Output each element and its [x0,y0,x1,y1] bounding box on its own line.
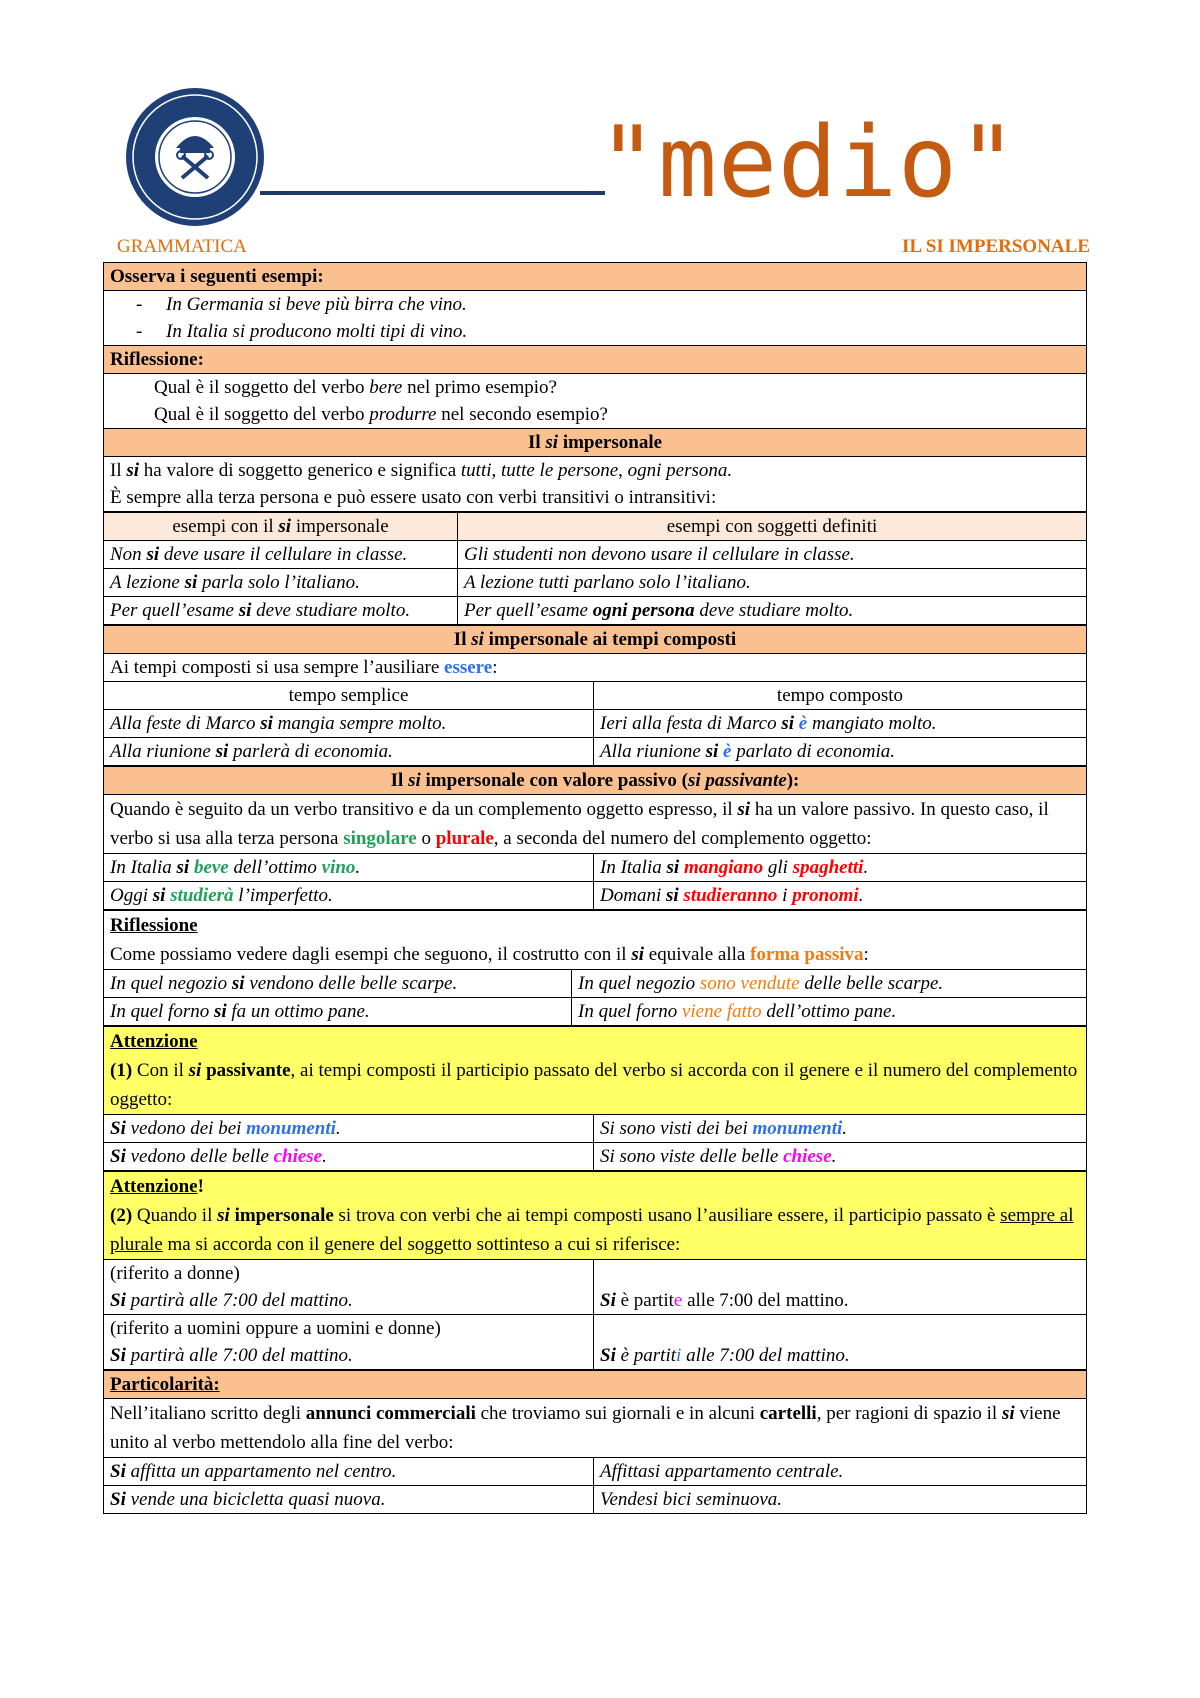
table-cell: In Italia si mangiano gli spaghetti. [594,854,1087,882]
table-cell: In quel forno si fa un ottimo pane. [104,998,572,1026]
table-cell: In quel negozio sono vendute delle belle scarpe. [572,970,1087,998]
explanation-text: Nell’italiano scritto degli annunci commerciali che troviamo sui giornali e in alcuni cartelli, per ragioni di spazio il si viene unito al verbo mettendolo alla fine del verbo: [104,1399,1087,1458]
compound-tenses-table [103,625,1087,766]
table-cell: Gli studenti non devono usare il cellulare in classe. [458,541,1087,569]
passive-form-table [103,910,1087,1026]
table-cell: Ieri alla festa di Marco si è mangiato molto. [594,710,1087,738]
impersonal-compare-table [103,512,1087,625]
section-title: Particolarità: [104,1371,1087,1399]
table-cell: Si affitta un appartamento nel centro. [104,1458,594,1486]
university-seal-logo [124,86,266,228]
header-rule [260,191,605,195]
table-cell: In quel forno viene fatto dell’ottimo pane. [572,998,1087,1026]
column-header: esempi con soggetti definiti [458,513,1087,541]
topic-label: IL SI IMPERSONALE [902,236,1090,257]
section-title: Il si impersonale ai tempi composti [104,626,1087,654]
table-cell: Per quell’esame ogni persona deve studiare molto. [458,597,1087,625]
table-cell: Alla feste di Marco si mangia sempre molto. [104,710,594,738]
attention-block: Attenzione! (2) Quando il si impersonale si trova con verbi che ai tempi composti usano l’ausiliare essere, il participio passato è sempre al plurale ma si accorda con il genere del soggetto sottinteso a cui si riferisce: [104,1172,1087,1260]
table-cell: A lezione si parla solo l’italiano. [104,569,458,597]
table-cell: (riferito a uomini oppure a uomini e donne) Si partirà alle 7:00 del mattino. [104,1315,594,1370]
attention-agreement-table [103,1026,1087,1171]
table-cell: In quel negozio si vendono delle belle scarpe. [104,970,572,998]
table-cell: Affittasi appartamento centrale. [594,1458,1087,1486]
section-title: Riflessione: [104,346,1087,374]
example-item: - In Germania si beve più birra che vino. - In Italia si producono molti tipi di vino. [104,291,1087,346]
column-header: esempi con il si impersonale [104,513,458,541]
explanation-text: Il si ha valore di soggetto generico e significa tutti, tutte le persone, ogni persona. È sempre alla terza persona e può essere usato con verbi transitivi o intransitivi: [104,457,1087,512]
table-cell: Si vedono delle belle chiese. [104,1143,594,1171]
table-cell: Vendesi bici seminuova. [594,1486,1087,1514]
table-cell: In Italia si beve dell’ottimo vino. [104,854,594,882]
table-cell: A lezione tutti parlano solo l’italiano. [458,569,1087,597]
table-cell: Alla riunione si è parlato di economia. [594,738,1087,766]
particularities-table [103,1370,1087,1514]
table-cell: (riferito a donne) Si partirà alle 7:00 del mattino. [104,1260,594,1315]
section-title: Il si impersonale [104,429,1087,457]
section-title: Il si impersonale con valore passivo (si passivante): [104,767,1087,795]
attention-plural-table [103,1171,1087,1370]
table-cell: Si sono visti dei bei monumenti. [594,1115,1087,1143]
table-cell: Si è partiti alle 7:00 del mattino. [594,1315,1087,1370]
column-header: tempo composto [594,682,1087,710]
section-title: Osserva i seguenti esempi: [104,263,1087,291]
reflection-questions: Qual è il soggetto del verbo bere nel primo esempio? Qual è il soggetto del verbo produrre nel secondo esempio? [104,374,1087,429]
reflection-block: Riflessione Come possiamo vedere dagli esempi che seguono, il costrutto con il si equivale alla forma passiva: [104,911,1087,970]
table-cell: Si sono viste delle belle chiese. [594,1143,1087,1171]
table-cell: Alla riunione si parlerà di economia. [104,738,594,766]
table-cell: Si è partite alle 7:00 del mattino. [594,1260,1087,1315]
table-cell: Oggi si studierà l’imperfetto. [104,882,594,910]
table-cell: Per quell’esame si deve studiare molto. [104,597,458,625]
attention-block: Attenzione (1) Con il si passivante, ai tempi composti il participio passato del verbo si accorda con il genere e il numero del complemento oggetto: [104,1027,1087,1115]
brand-title: "medio" [598,106,1019,220]
explanation-text: Quando è seguito da un verbo transitivo e da un complemento oggetto espresso, il si ha un valore passivo. In questo caso, il verbo si usa alla terza persona singolare o plurale, a seconda del numero del complemento oggetto: [104,795,1087,854]
section-label: GRAMMATICA [117,236,247,257]
explanation-text: Ai tempi composti si usa sempre l’ausiliare essere: [104,654,1087,682]
table-cell: Si vende una bicicletta quasi nuova. [104,1486,594,1514]
examples-table [103,262,1087,512]
table-cell: Non si deve usare il cellulare in classe. [104,541,458,569]
passive-si-table [103,766,1087,910]
grammar-sheet [103,262,1087,1514]
column-header: tempo semplice [104,682,594,710]
table-cell: Si vedono dei bei monumenti. [104,1115,594,1143]
table-cell: Domani si studieranno i pronomi. [594,882,1087,910]
